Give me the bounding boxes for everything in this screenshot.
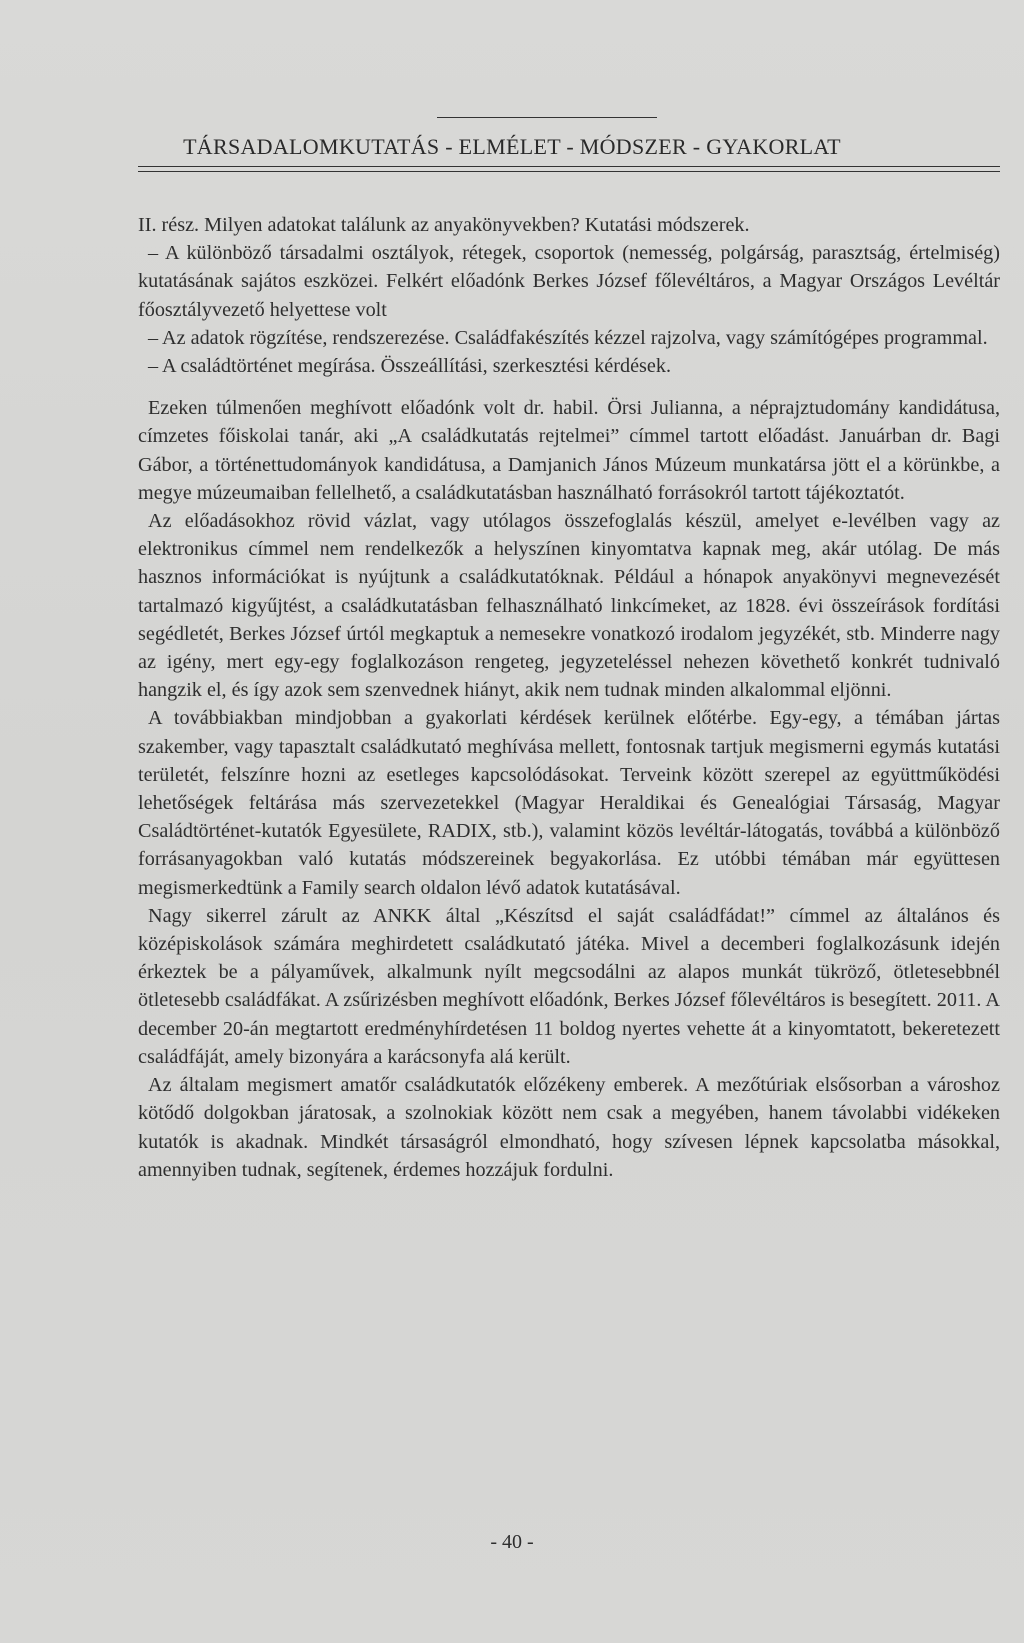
paragraph-section-title: II. rész. Milyen adatokat találunk az anyakönyvekben? Kutatási módszerek. xyxy=(138,214,750,236)
paragraph: Az előadásokhoz rövid vázlat, vagy utólagos összefoglalás készül, amelyet e-levélben vagy az elektronikus címmel nem rendelkezők a helyszínen kinyomtatva kapnak meg, akár utólag. De más hasznos információkat is nyújtunk a családkutatóknak. Például a hónapok anyakönyvi megnevezését tartalmazó kigyűjtést, a családkutatásban felhasználható linkcímeket, az 1828. évi összeírások fordítási segédletét, Berkes József úrtól megkaptuk a nemesekre vonatkozó irodalom jegyzékét, stb. Minderre nagy az igény, mert egy-egy foglalkozáson rengeteg, jegyzeteléssel nehezen követhető konkrét tudnivaló hangzik el, és így azok sem szenvednek hiányt, akik nem tudnak minden alkalommal eljönni. xyxy=(138,510,1000,702)
paragraph-list-item: – Az adatok rögzítése, rendszerezése. Családfakészítés kézzel rajzolva, vagy számítógépes programmal. xyxy=(148,326,988,349)
paragraph: Az általam megismert amatőr családkutatók előzékeny emberek. A mezőtúriak elsősorban a városhoz kötődő dolgokban járatosak, a szolnokiak között nem csak a megyében, hanem távolabbi vidékeken kutatók is akadnak. Mindkét társaságról elmondható, hogy szívesen lépnek kapcsolatba másokkal, amennyiben tudnak, segítenek, érdemes hozzájuk fordulni. xyxy=(138,1074,1000,1181)
running-header: TÁRSADALOMKUTATÁS - ELMÉLET - MÓDSZER - GYAKORLAT xyxy=(183,134,841,159)
body-text xyxy=(138,211,1000,1184)
paragraph-list-item: – A családtörténet megírása. Összeállítási, szerkesztési kérdések. xyxy=(148,355,672,378)
page-number: - 40 - xyxy=(490,1531,534,1553)
paragraph: A továbbiakban mindjobban a gyakorlati kérdések kerülnek előtérbe. Egy-egy, a témában jártas szakember, vagy tapasztalt családkutató meghívása mellett, fontosnak tartjuk megismerni egymás kutatási területét, felszínre hozni az esetleges kapcsolódásokat. Terveink között szerepel az együttműködési lehetőségek feltárása más szervezetekkel (Magyar Heraldikai és Genealógiai Társaság, Magyar Családtörténet-kutatók Egyesülete, RADIX, stb.), valamint közös levéltár-látogatás, továbbá a különböző forrásanyagokban való kutatás módszereinek begyakorlása. Ez utóbbi témában már együttesen megismerkedtünk a Family search oldalon lévő adatok kutatásával. xyxy=(138,707,1000,899)
paragraph-list-item: – A különböző társadalmi osztályok, rétegek, csoportok (nemesség, polgárság, parasztság, értelmiség) kutatásának sajátos eszközei. Felkért előadónk Berkes József főlevéltáros, a Magyar Országos Levéltár főosztályvezető helyettese volt xyxy=(138,242,1000,321)
paragraph: Ezeken túlmenően meghívott előadónk volt dr. habil. Örsi Julianna, a néprajztudomány kandidátusa, címzetes főiskolai tanár, aki „A családkutatás rejtelmei” címmel tartott előadást. Januárban dr. Bagi Gábor, a történettudományok kandidátusa, a Damjanich János Múzeum munkatársa jött el a körünkbe, a megye múzeumaiban fellelhető, a családkutatásban használható forrásokról tartott tájékoztatót. xyxy=(138,397,1000,504)
header-double-rule-bottom xyxy=(138,171,1000,172)
header-top-line xyxy=(437,117,657,118)
paragraph: Nagy sikerrel zárult az ANKK által „Készítsd el saját családfádat!” címmel az általános és középiskolások számára meghirdetett családkutató játéka. Mivel a decemberi foglalkozásunk idején érkeztek be a pályaművek, alkalmunk nyílt megcsodálni az alapos munkát tükröző, ötletesebbnél ötletesebb családfákat. A zsűrizésben meghívott előadónk, Berkes József főlevéltáros is besegített. 2011. A december 20-án megtartott eredményhírdetésen 11 boldog nyertes vehette át a kinyomtatott, bekeretezett családfáját, amely bizonyára a karácsonyfa alá került. xyxy=(138,904,1000,1068)
header-double-rule-top xyxy=(138,166,1000,167)
